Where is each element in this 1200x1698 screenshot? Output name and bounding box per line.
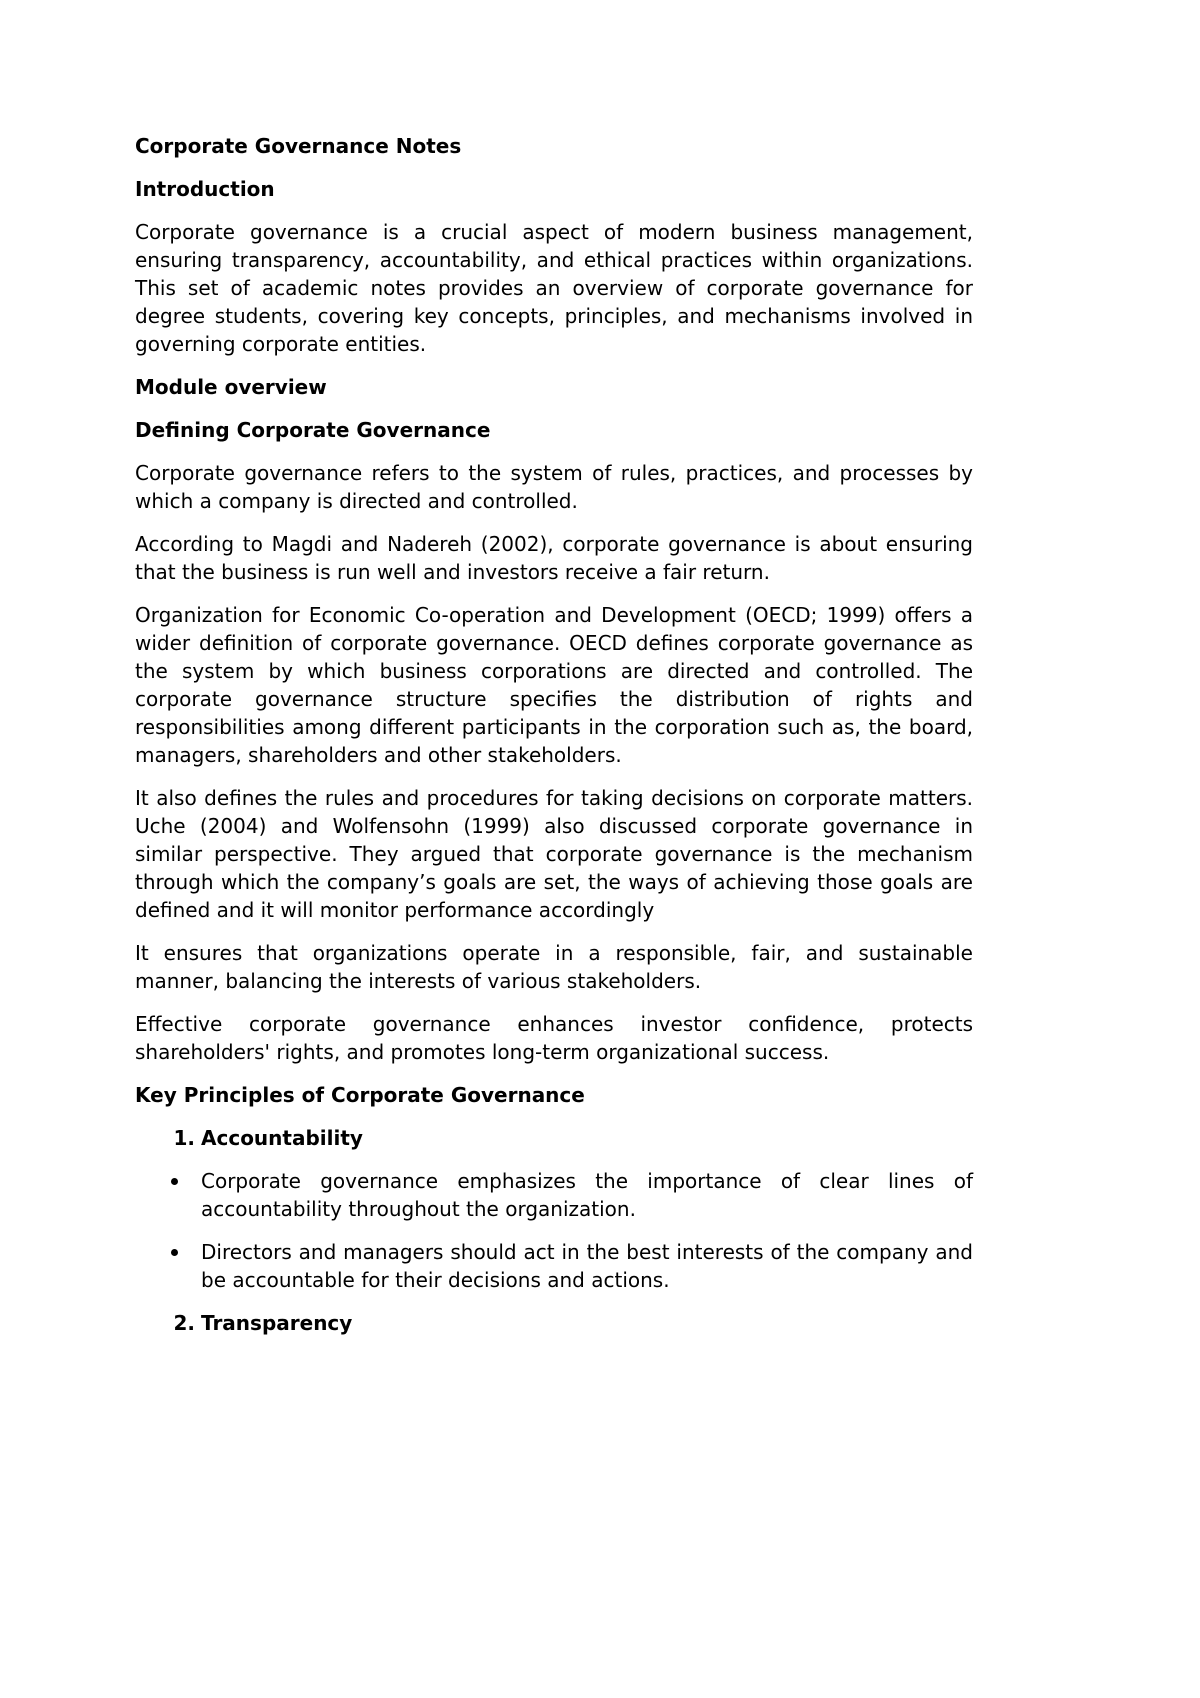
document-title: Corporate Governance Notes (135, 134, 462, 158)
bullet-icon (135, 1238, 201, 1294)
item-number: 2. (173, 1311, 195, 1335)
paragraph: Effective corporate governance enhances investor confidence, protects shareholders' rights, and promotes long-term organizational success. (135, 1012, 973, 1064)
numbered-item-transparency (135, 1309, 973, 1337)
bullet-icon (135, 1167, 201, 1223)
section-heading-module-overview: Module overview (135, 375, 327, 399)
item-label: Accountability (201, 1126, 363, 1150)
section-heading-principles: Key Principles of Corporate Governance (135, 1083, 585, 1107)
list-item (135, 1238, 973, 1294)
numbered-item-accountability (135, 1124, 973, 1152)
list-item (135, 1167, 973, 1223)
intro-paragraph: Corporate governance is a crucial aspect of modern business management, ensuring transparency, accountability, and ethical practices within organizations. This set of academic notes provides an overview of corporate governance for degree students, covering key concepts, principles, and mechanisms involved in governing corporate entities. (135, 220, 973, 356)
paragraph: It ensures that organizations operate in a responsible, fair, and sustainable manner, balancing the interests of various stakeholders. (135, 941, 973, 993)
section-heading-introduction: Introduction (135, 177, 275, 201)
paragraph: According to Magdi and Nadereh (2002), corporate governance is about ensuring that the business is run well and investors receive a fair return. (135, 532, 973, 584)
list-item-text: Corporate governance emphasizes the importance of clear lines of accountability throughout the organization. (201, 1169, 973, 1221)
paragraph: Corporate governance refers to the system of rules, practices, and processes by which a company is directed and controlled. (135, 461, 973, 513)
list-item-text: Directors and managers should act in the best interests of the company and be accountable for their decisions and actions. (201, 1240, 973, 1292)
item-number: 1. (173, 1126, 195, 1150)
bullet-list (135, 1167, 973, 1294)
paragraph: Organization for Economic Co-operation and Development (OECD; 1999) offers a wider definition of corporate governance. OECD defines corporate governance as the system by which business corporations are directed and controlled. The corporate governance structure specifies the distribution of rights and responsibilities among different participants in the corporation such as, the board, managers, shareholders and other stakeholders. (135, 603, 973, 767)
section-heading-defining: Defining Corporate Governance (135, 418, 491, 442)
item-label: Transparency (201, 1311, 353, 1335)
paragraph: It also defines the rules and procedures for taking decisions on corporate matters. Uche (2004) and Wolfensohn (1999) also discussed corporate governance in similar perspective. They argued that corporate governance is the mechanism through which the company’s goals are set, the ways of achieving those goals are defined and it will monitor performance accordingly (135, 786, 973, 922)
